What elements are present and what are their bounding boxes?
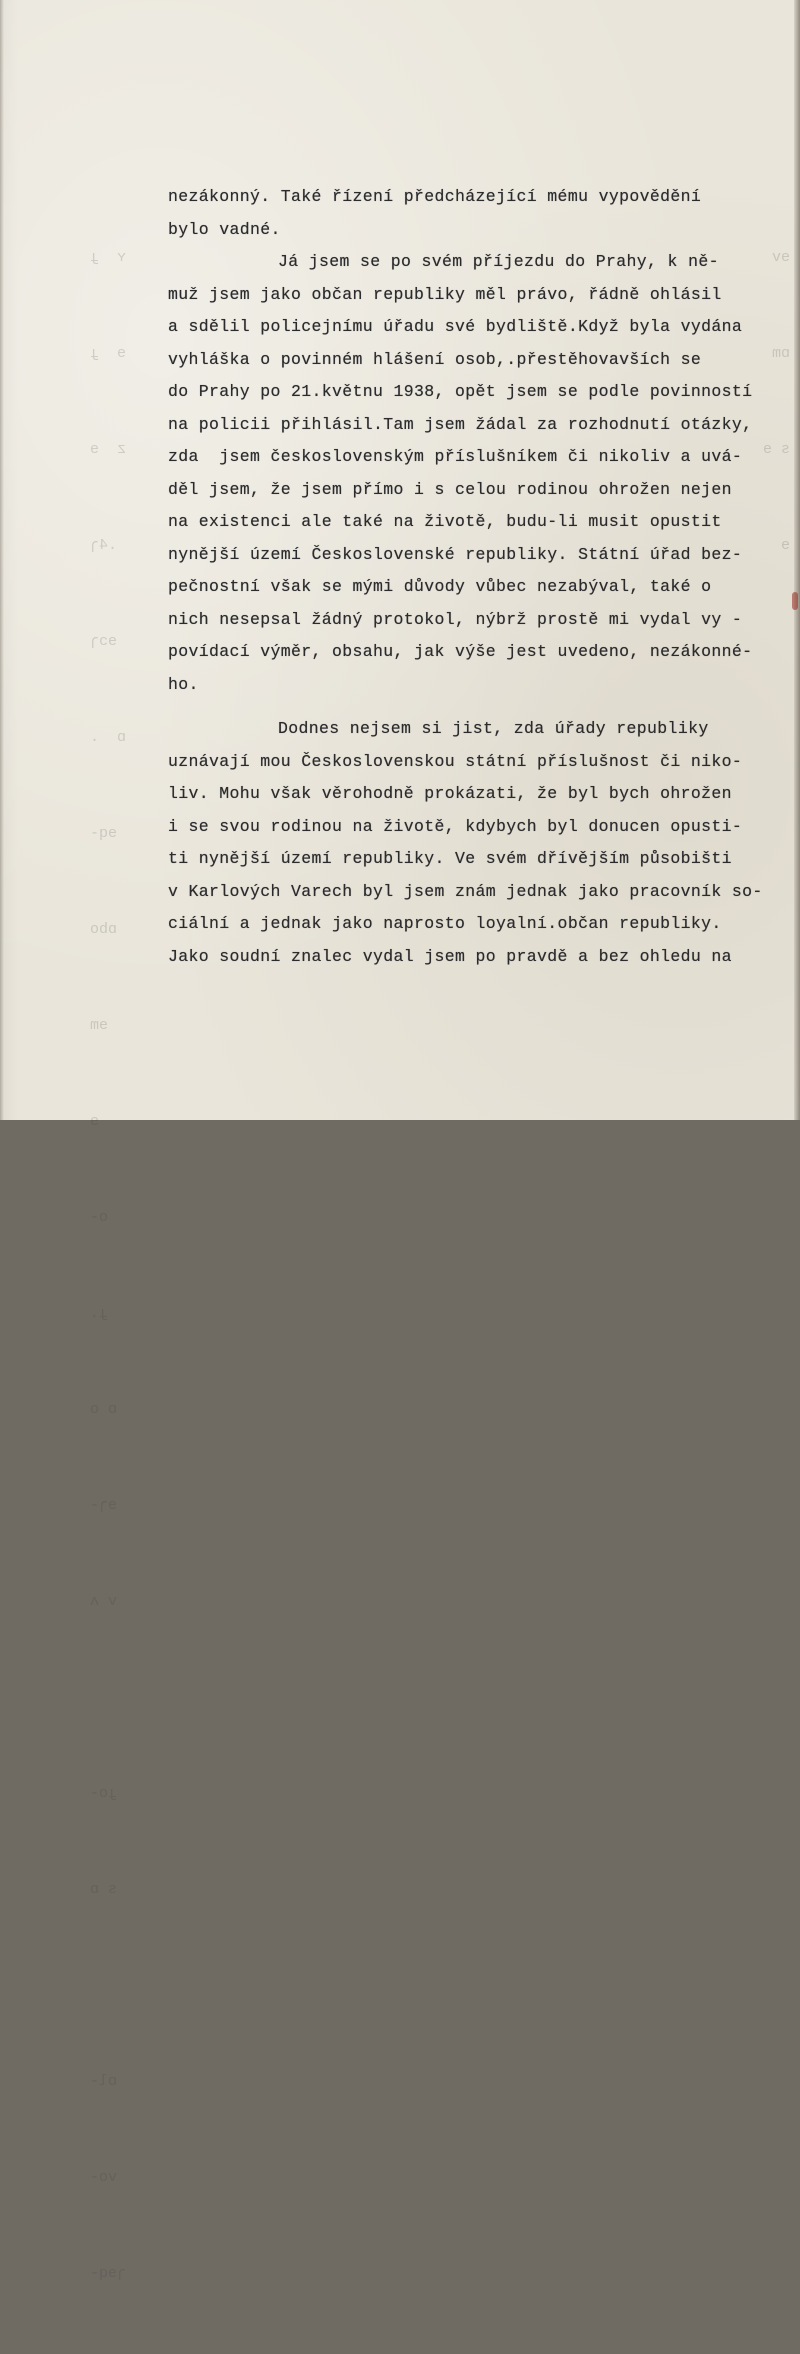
text-line: zda jsem československým příslušníkem či nikoliv a uvá-: [168, 447, 743, 466]
text-line: děl jsem, že jsem přímo i s celou rodinou ohrožen nejen: [168, 479, 732, 499]
text-line: ciální a jednak jako naprosto loyalní.občan republiky.: [168, 914, 722, 933]
reverse-side-bleedthrough-left: ʏ ɟ ɘ ɟ z ɘ .4ɿ ɘɔɿ ɒ . ɘq- ɒbo ɘm ɘ o- ɟ. ɒ o ɘɿ- v ʌ ɟo- s ɒ ɒl- vo- ɿɘq-: [90, 249, 127, 2282]
text-line: na policii přihlásil.Tam jsem žádal za rozhodnutí otázky,: [168, 414, 753, 434]
text-line: nynější území Československé republiky. Státní úřad bez-: [168, 544, 743, 564]
text-line: Dodnes nejsem si jist, zda úřady republiky: [278, 719, 709, 738]
text-line: uznávají mou Československou státní příslušnost či niko-: [168, 751, 743, 771]
text-line: nezákonný. Také řízení předcházející mému vypovědění: [168, 187, 702, 206]
text-line: Já jsem se po svém příjezdu do Prahy, k ně-: [278, 252, 719, 271]
text-line: povídací výměr, obsahu, jak výše jest uvedeno, nezákonné-: [168, 642, 753, 661]
text-line: pečnostní však se mými důvody vůbec nezabýval, také o: [168, 577, 712, 596]
reverse-side-bleedthrough-right: ɘv ɒm s ɘ ɘ: [762, 249, 790, 554]
text-line: na existenci ale také na životě, budu-li musit opustit: [168, 512, 722, 531]
text-line: ho.: [168, 674, 199, 694]
text-line: liv. Mohu však věrohodně prokázati, že byl bych ohrožen: [168, 784, 732, 803]
red-stain-mark: [792, 592, 798, 610]
page-left-edge: [0, 0, 4, 1120]
text-line: muž jsem jako občan republiky měl právo, řádně ohlásil: [168, 284, 722, 304]
text-line: nich nesepsal žádný protokol, nýbrž prostě mi vydal vy -: [168, 609, 743, 629]
text-line: do Prahy po 21.květnu 1938, opět jsem se podle povinností: [168, 382, 753, 401]
paragraph-gap: [168, 701, 708, 713]
text-line: i se svou rodinou na životě, kdybych byl donucen opusti-: [168, 816, 743, 836]
text-line: ti nynější území republiky. Ve svém dřívějším působišti: [168, 849, 732, 868]
text-line: Jako soudní znalec vydal jsem po pravdě a bez ohledu na: [168, 946, 732, 966]
page-right-edge: [794, 0, 800, 1120]
text-line: a sdělil policejnímu úřadu své bydliště.Když byla vydána: [168, 317, 743, 336]
text-line: vyhláška o povinném hlášení osob,.přestěhovavších se: [168, 349, 702, 369]
typed-text-block: [168, 181, 763, 973]
text-line: v Karlových Varech byl jsem znám jednak jako pracovník so-: [168, 881, 763, 901]
text-line: bylo vadné.: [168, 219, 281, 239]
